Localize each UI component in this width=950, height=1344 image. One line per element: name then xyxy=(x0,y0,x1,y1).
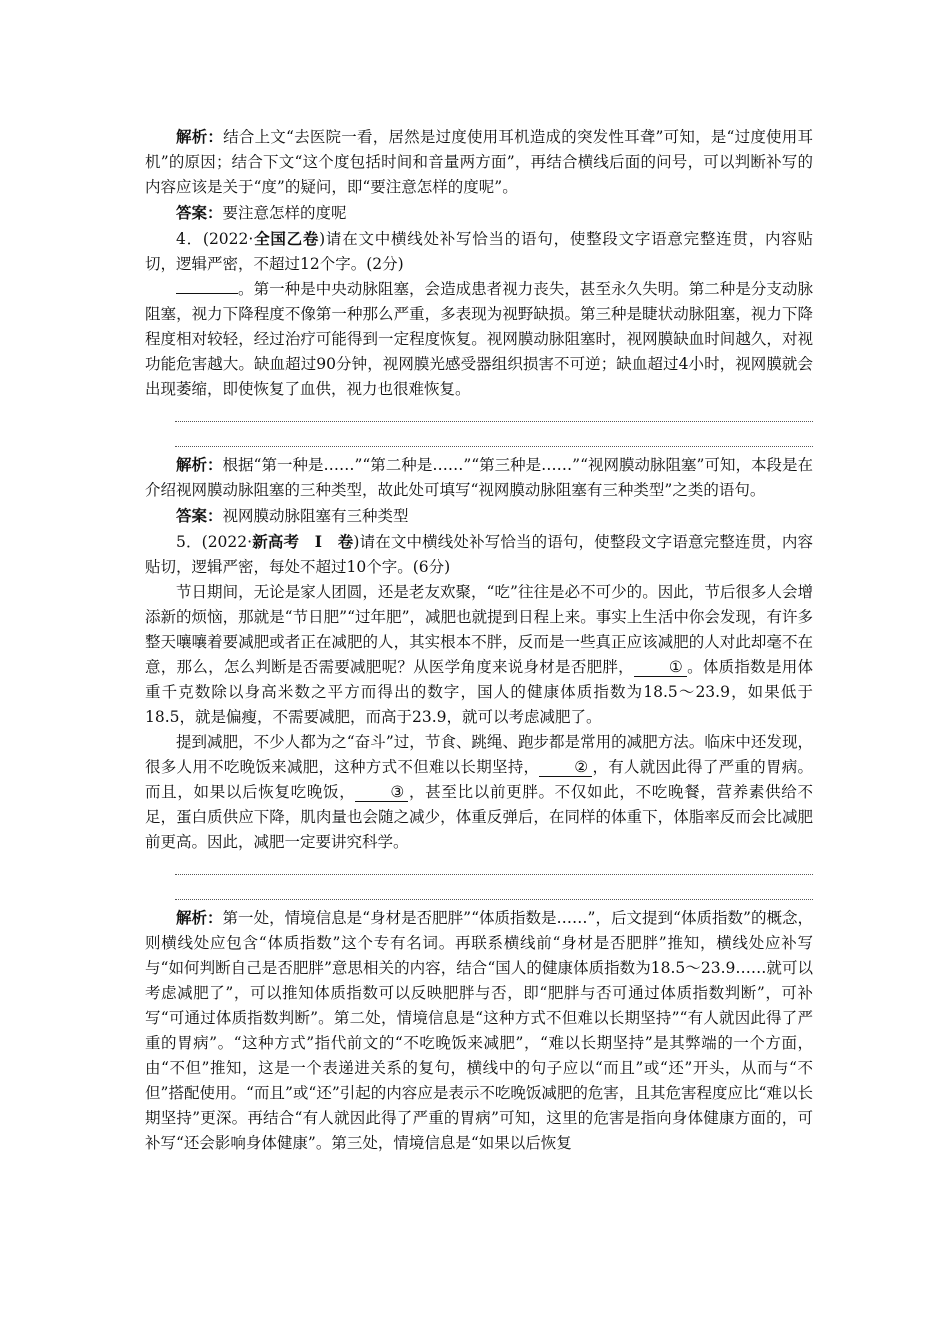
q3-answer xyxy=(145,200,813,226)
source-prefix: (2022· xyxy=(202,230,254,248)
analysis-text: 根据“第一种是……”“第二种是……”“第三种是……”“视网膜动脉阻塞”可知，本段是在介绍视网膜动脉阻塞的三种类型，故此处可填写“视网膜动脉阻塞有三种类型”之类的语句。 xyxy=(145,456,813,499)
question-number: 4． xyxy=(176,230,203,248)
q4-passage xyxy=(145,277,813,402)
passage-text: ，甚至比以前更胖。不仅如此，不吃晚餐，营养素供给不足，蛋白质供应下降，肌肉量也会随之减少，体重反弹后，在同样的体重下，体脂率反而会比减肥前更高。因此，减肥一定要讲究科学。 xyxy=(145,783,813,851)
passage-text: ，有人就因此得了严重的胃病。而且，如果以后恢复吃晚饭， xyxy=(145,758,813,801)
q3-analysis xyxy=(145,124,813,200)
passage-text: 。第一种是中央动脉阻塞，会造成患者视力丧失，甚至永久失明。第二种是分支动脉阻塞，视力下降程度不像第一种那么严重，多表现为视野缺损。第三种是睫状动脉阻塞，视力下降程度相对较轻，经过治疗可能得到一定程度恢复。视网膜动脉阻塞时，视网膜缺血时间越久，对视功能危害越大。缺血超过90分钟，视网膜光感受器组织损害不可逆；缺血超过4小时，视网膜就会出现萎缩，即使恢复了血供，视力也很难恢复。 xyxy=(145,280,813,398)
dotted-rule xyxy=(175,874,813,875)
answer-label: 答案： xyxy=(176,506,223,525)
answer-text: 要注意怎样的度呢 xyxy=(222,204,347,222)
answer-line xyxy=(145,880,813,905)
question-prompt: )请在文中横线处补写恰当的语句，使整段文字语意完整连贯，内容贴切，逻辑严密，不超过12个字。(2分) xyxy=(145,230,813,273)
q4-analysis xyxy=(145,452,813,503)
answer-blank-3: ③ xyxy=(355,783,408,802)
dotted-rule xyxy=(175,899,813,900)
q4-answer xyxy=(145,503,813,529)
answer-text: 视网膜动脉阻塞有三种类型 xyxy=(222,507,409,525)
answer-label: 答案： xyxy=(176,203,223,222)
answer-blank-1: ① xyxy=(634,658,687,677)
q5-prompt xyxy=(145,529,813,580)
question-number: 5． xyxy=(176,533,202,551)
passage-text: 提到减肥，不少人都为之“奋斗”过，节食、跳绳、跑步都是常用的减肥方法。临床中还发现，很多人用不吃晚饭来减肥，这种方式不但难以长期坚持， xyxy=(145,733,813,776)
q5-analysis xyxy=(145,905,813,1156)
analysis-label: 解析： xyxy=(176,127,224,146)
answer-line xyxy=(145,855,813,880)
source-name: 全国乙卷 xyxy=(253,229,320,248)
dotted-rule xyxy=(175,446,813,447)
analysis-label: 解析： xyxy=(176,908,223,927)
passage-text: 节日期间，无论是家人团圆，还是老友欢聚，“吃”往往是必不可少的。因此，节后很多人会增添新的烦恼，那就是“节日肥”“过年肥”，减肥也就提到日程上来。事实上生活中你会发现，有许多整天嚷嚷着要减肥或者正在减肥的人，其实根本不胖，反而是一些真正应该减肥的人对此却毫不在意，那么，怎么判断是否需要减肥呢？从医学角度来说身材是否肥胖， xyxy=(145,583,813,676)
answer-blank xyxy=(176,277,238,294)
q5-passage-1 xyxy=(145,580,813,730)
source-prefix: (2022· xyxy=(201,533,253,551)
source-name: 新高考 Ⅰ 卷 xyxy=(252,532,354,551)
q4-prompt xyxy=(145,226,813,277)
passage-text: 。体质指数是用体重千克数除以身高米数之平方而得出的数字，国人的健康体质指数为18.5～23.9，如果低于18.5，就是偏瘦，不需要减肥，而高于23.9，就可以考虑减肥了。 xyxy=(145,658,813,726)
dotted-rule xyxy=(175,421,813,422)
analysis-text: 结合上文“去医院一看，居然是过度使用耳机造成的突发性耳聋”可知，是“过度使用耳机”的原因；结合下文“这个度包括时间和音量两方面”，再结合横线后面的问号，可以判断补写的内容应该是关于“度”的疑问，即“要注意怎样的度呢”。 xyxy=(145,128,813,196)
answer-blank-2: ② xyxy=(539,758,592,777)
q5-passage-2 xyxy=(145,730,813,855)
analysis-text: 第一处，情境信息是“身材是否肥胖”“体质指数是……”，后文提到“体质指数”的概念，则横线处应包含“体质指数”这个专有名词。再联系横线前“身材是否肥胖”推知，横线处应补写与“如何判断自己是否肥胖”意思相关的内容，结合“国人的健康体质指数为18.5～23.9……就可以考虑减肥了”，可以推知体质指数可以反映肥胖与否，即“肥胖与否可通过体质指数判断”，可补写“可通过体质指数判断”。第二处，情境信息是“这种方式不但难以长期坚持”“有人就因此得了严重的胃病”。“这种方式”指代前文的“不吃晚饭来减肥”，“难以长期坚持”是其弊端的一个方面，由“不但”推知，这是一个表递进关系的复句，横线中的句子应以“而且”或“还”开头，从而与“不但”搭配使用。“而且”或“还”引起的内容应是表示不吃晚饭减肥的危害，且其危害程度应比“难以长期坚持”更深。再结合“有人就因此得了严重的胃病”可知，这里的危害是指向身体健康方面的，可补写“还会影响身体健康”。第三处，情境信息是“如果以后恢复 xyxy=(145,909,813,1152)
document-page xyxy=(145,124,813,1156)
analysis-label: 解析： xyxy=(176,455,223,474)
answer-line xyxy=(145,402,813,427)
question-prompt: )请在文中横线处补写恰当的语句，使整段文字语意完整连贯，内容贴切，逻辑严密，每处不超过10个字。(6分) xyxy=(145,533,813,576)
answer-line xyxy=(145,427,813,452)
